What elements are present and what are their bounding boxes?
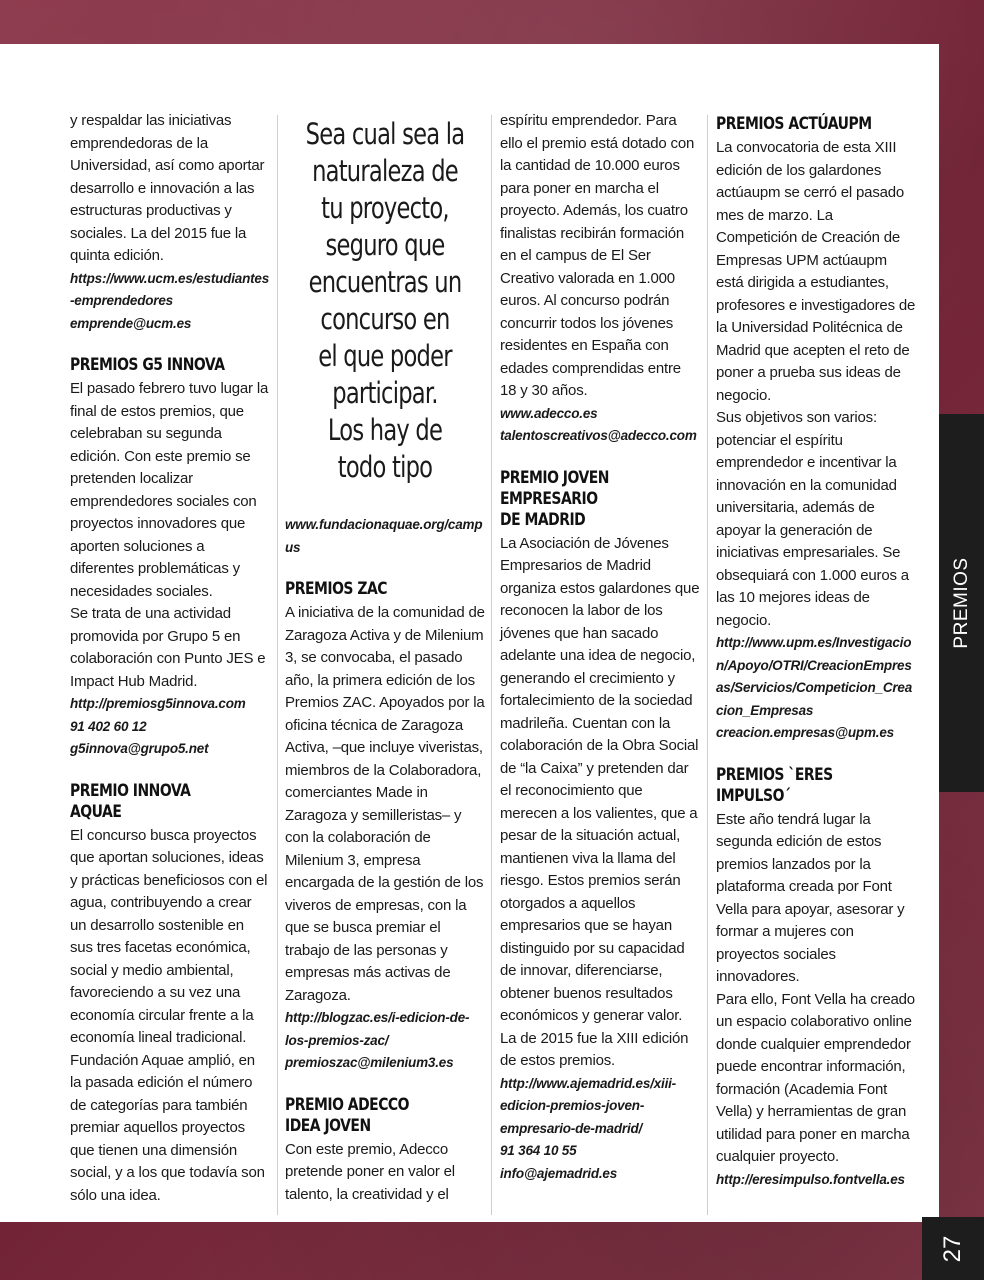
body-paragraph: y respaldar las iniciativas emprendedoras de la Universidad, así como aportar desarrollo e innovación a las estructuras productivas y sociales. La del 2015 fue la quinta edición. xyxy=(70,112,265,264)
body-paragraph: Sus objetivos son varios: potenciar el espíritu emprendedor e incentivar la innovación en la comunidad universitaria, además de apoyar la generación de iniciativas empresariales. Se obsequiará con 1.000 euros a las 10 mejores ideas de negocio. xyxy=(716,409,909,629)
body-paragraph: El pasado febrero tuvo lugar la final de estos premios, que celebraban su segunda edición. Con este premio se pretenden localizar emprendedores sociales con proyectos innovadores que aporten soluciones a diferentes problemáticas y necesidades sociales. xyxy=(70,380,269,600)
article-column-4 xyxy=(716,110,916,1191)
article-column-3 xyxy=(500,110,700,1185)
contact-link: http://blogzac.es/i-edicion-de-los-premios-zac/ xyxy=(285,1010,470,1048)
section-heading: PREMIOS `ERES IMPULSO´ xyxy=(716,764,833,806)
section-heading: PREMIO INNOVA AQUAE xyxy=(70,780,191,822)
contact-link: http://www.ajemadrid.es/xiii-edicion-premios-joven-empresario-de-madrid/ xyxy=(500,1075,676,1136)
body-paragraph: espíritu emprendedor. Para ello el premio está dotado con la cantidad de 10.000 euros para poner en marcha el proyecto. Además, los cuatro finalistas recibirán formación en el campus de El Ser Creativo valorada en 1.000 euros. Al concurso podrán concurrir todos los jóvenes residentes en España con edades comprendidas entre 18 y 30 años. xyxy=(500,112,695,399)
contact-link: 91 364 10 55 xyxy=(500,1143,577,1158)
section-heading: PREMIOS G5 INNOVA xyxy=(70,355,225,375)
section-heading: PREMIOS ZAC xyxy=(285,579,388,599)
body-paragraph: La Asociación de Jóvenes Empresarios de Madrid organiza estos galardones que reconocen la labor de los jóvenes que han sacado adelante una idea de negocio, generando el crecimiento y fortalecimiento de la sociedad madrileña. Cuentan con la colaboración de la Obra Social de “la Caixa” y pretenden dar el reconocimiento que merecen a los valientes, que a pesar de la situación actual, mantienen viva la llama del riesgo. Estos premios serán otorgados a aquellos empresarios que se hayan distinguido por su capacidad de innovar, diferenciarse, obtener buenos resultados económicos y generar valor. La de 2015 fue la XIII edición de estos premios. xyxy=(500,534,700,1069)
contact-link: http://www.upm.es/Investigacion/Apoyo/OTRI/CreacionEmpresas/Servicios/Competicion_Creacion_Empresas xyxy=(716,635,913,718)
column-divider xyxy=(277,115,278,1215)
section-tab-label: PREMIOS xyxy=(950,557,972,649)
section-heading: PREMIOS ACTÚAUPM xyxy=(716,114,872,134)
body-paragraph: Se trata de una actividad promovida por Grupo 5 en colaboración con Punto JES e Impact Hub Madrid. xyxy=(70,605,266,690)
section-heading: PREMIO ADECCO IDEA JOVEN xyxy=(285,1094,410,1136)
column-divider xyxy=(491,115,492,1215)
body-paragraph: Fundación Aquae amplió, en la pasada edición el número de categorías para también premiar aquellos proyectos que tienen una dimensión social, y a los que todavía son sólo una idea. xyxy=(70,1051,265,1204)
body-paragraph: Con este premio, Adecco pretende poner en valor el talento, la creatividad y el xyxy=(285,1140,455,1203)
section-tab xyxy=(939,414,984,792)
body-paragraph: Para ello, Font Vella ha creado un espacio colaborativo online donde cualquier emprendedor puede encontrar información, formación (Academia Font Vella) y herramientas de gran utilidad para poner en marcha cualquier proyecto. xyxy=(716,990,915,1165)
contact-link: g5innova@grupo5.net xyxy=(70,741,209,756)
pull-quote: Sea cual sea la naturaleza de tu proyecto, seguro que encuentras un concurso en el que poder participar. Los hay de todo tipo xyxy=(305,117,465,484)
section-heading: PREMIO JOVEN EMPRESARIO DE MADRID xyxy=(500,467,609,530)
contact-link: 91 402 60 12 xyxy=(70,718,147,734)
article-column-2 xyxy=(285,110,485,1206)
page-number: 27 xyxy=(939,1235,966,1262)
contact-link: https://www.ucm.es/estudiantes-emprendedores xyxy=(70,270,270,308)
contact-link: emprende@ucm.es xyxy=(70,315,192,331)
contact-link: www.fundacionaquae.org/campus xyxy=(285,517,483,555)
body-paragraph: La convocatoria de esta XIII edición de los galardones actúaupm se cerró el pasado mes de marzo. La Competición de Creación de Empresas UPM actúaupm está dirigida a estudiantes, profesores e investigadores de la Universidad Politécnica de Madrid que acepten el reto de poner a prueba sus ideas de negocio. xyxy=(716,139,916,404)
column-divider xyxy=(707,115,708,1215)
contact-link: http://premiosg5innova.com xyxy=(70,696,246,711)
page-number-box xyxy=(922,1217,984,1280)
article-column-1 xyxy=(70,110,270,1207)
contact-link: www.adecco.es xyxy=(500,405,598,421)
body-paragraph: Este año tendrá lugar la segunda edición de estos premios lanzados por la plataforma creada por Font Vella para apoyar, asesorar y formar a mujeres con proyectos sociales innovadores. xyxy=(716,810,905,985)
contact-link: info@ajemadrid.es xyxy=(500,1165,618,1181)
contact-link: creacion.empresas@upm.es xyxy=(716,725,894,740)
body-paragraph: A iniciativa de la comunidad de Zaragoza Activa y de Milenium 3, se convocaba, el pasado año, la primera edición de los Premios ZAC. Apoyados por la oficina técnica de Zaragoza Activa, –que incluye viveristas, miembros de la Colaboradora, comerciantes Made in Zaragoza y semilleristas– y con la colaboración de Milenium 3, empresa encargada de la gestión de los viveros de empresas, con la que se busca premiar el trabajo de las personas y empresas más activas de Zaragoza. xyxy=(285,604,485,1004)
contact-link: talentoscreativos@adecco.com xyxy=(500,428,697,443)
body-paragraph: El concurso busca proyectos que aportan soluciones, ideas y prácticas beneficiosos con el agua, contribuyendo a crear un desarrollo sostenible en sus tres facetas económica, social y medio ambiental, favoreciendo a su vez una economía circular frente a la economía lineal tradicional. xyxy=(70,826,268,1046)
contact-link: premioszac@milenium3.es xyxy=(285,1055,454,1070)
contact-link: http://eresimpulso.fontvella.es xyxy=(716,1171,905,1187)
